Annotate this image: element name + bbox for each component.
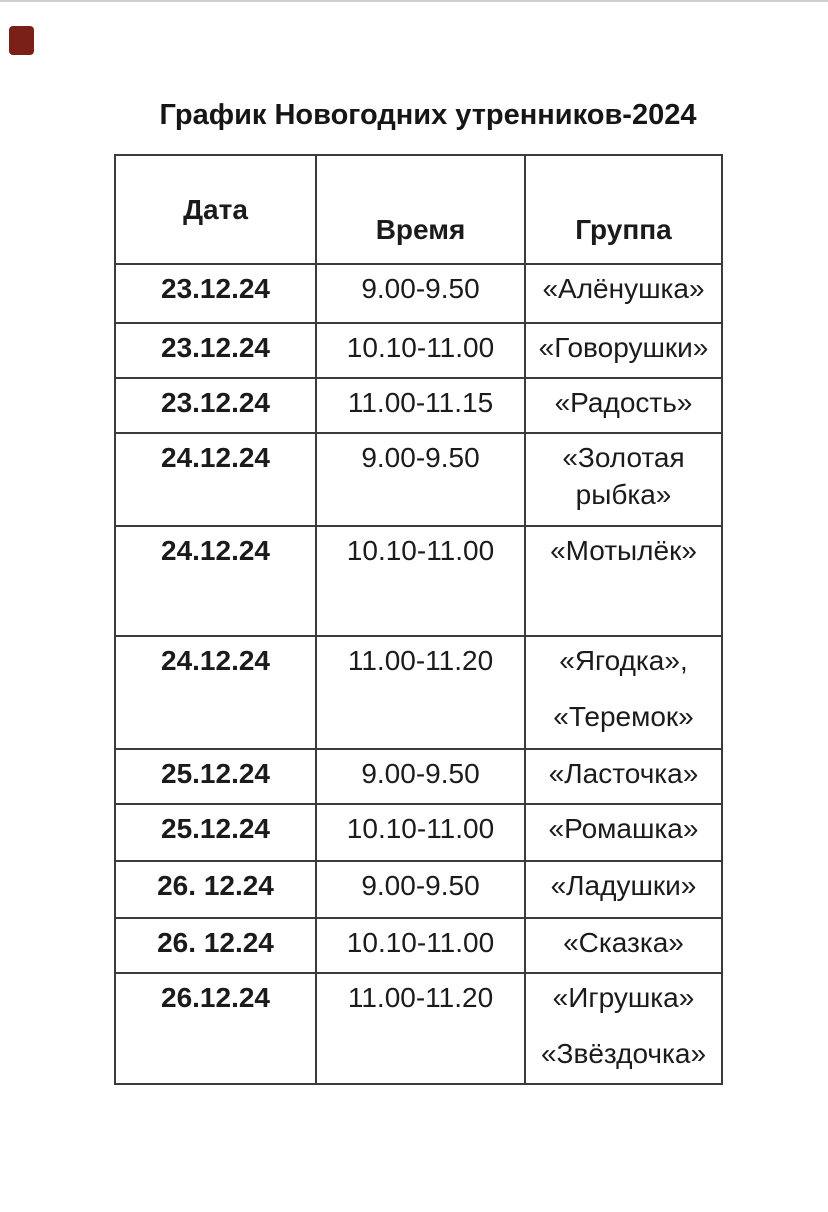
time-cell: 11.00-11.20	[316, 973, 525, 1084]
group-cell	[525, 264, 722, 323]
time-cell: 9.00-9.50	[316, 749, 525, 804]
table-row	[115, 804, 722, 861]
group-cell	[525, 636, 722, 749]
date-cell: 23.12.24	[115, 378, 316, 433]
date-cell: 26. 12.24	[115, 918, 316, 973]
group-name: «Сказка»	[563, 927, 684, 958]
date-cell: 24.12.24	[115, 526, 316, 636]
date-cell: 23.12.24	[115, 264, 316, 323]
group-name: «Ладушки»	[550, 870, 697, 901]
time-cell: 9.00-9.50	[316, 433, 525, 526]
group-name: «Звёздочка»	[540, 1038, 707, 1069]
top-edge-line	[0, 0, 828, 2]
table-row	[115, 636, 722, 749]
date-cell: 24.12.24	[115, 636, 316, 749]
date-cell: 25.12.24	[115, 749, 316, 804]
group-cell	[525, 861, 722, 918]
table-row	[115, 973, 722, 1084]
group-name: «Радость»	[554, 387, 693, 418]
date-cell: 24.12.24	[115, 433, 316, 526]
time-cell: 10.10-11.00	[316, 918, 525, 973]
column-header-date: Дата	[115, 155, 316, 264]
group-cell	[525, 378, 722, 433]
group-name: рыбка»	[575, 479, 672, 510]
table-row	[115, 323, 722, 378]
group-name: «Игрушка»	[552, 982, 695, 1013]
table-row	[115, 433, 722, 526]
table-row	[115, 378, 722, 433]
group-cell	[525, 804, 722, 861]
date-cell: 23.12.24	[115, 323, 316, 378]
group-cell	[525, 323, 722, 378]
time-cell: 10.10-11.00	[316, 804, 525, 861]
time-cell: 11.00-11.20	[316, 636, 525, 749]
date-cell: 26.12.24	[115, 973, 316, 1084]
table-row	[115, 264, 722, 323]
group-cell	[525, 918, 722, 973]
date-cell: 25.12.24	[115, 804, 316, 861]
group-name: «Говорушки»	[538, 332, 709, 363]
page-title: График Новогодних утренников-2024	[159, 99, 697, 131]
time-cell: 10.10-11.00	[316, 323, 525, 378]
group-name: «Ягодка»,	[559, 645, 688, 676]
group-name: «Ласточка»	[548, 758, 699, 789]
group-name: «Золотая	[562, 442, 685, 473]
table-row	[115, 861, 722, 918]
corner-red-mark	[9, 26, 34, 55]
time-cell: 11.00-11.15	[316, 378, 525, 433]
group-name: «Алёнушка»	[542, 273, 705, 304]
time-cell: 10.10-11.00	[316, 526, 525, 636]
group-name: «Мотылёк»	[550, 535, 697, 566]
table-row	[115, 749, 722, 804]
table-row	[115, 918, 722, 973]
schedule-table	[114, 154, 723, 1085]
column-header-time: Время	[316, 155, 525, 264]
group-name: «Ромашка»	[548, 813, 699, 844]
group-name: «Теремок»	[553, 701, 694, 732]
table-header-row	[115, 155, 722, 264]
column-header-group: Группа	[525, 155, 722, 264]
group-cell	[525, 433, 722, 526]
time-cell: 9.00-9.50	[316, 264, 525, 323]
group-cell	[525, 973, 722, 1084]
table-row	[115, 526, 722, 636]
date-cell: 26. 12.24	[115, 861, 316, 918]
group-cell	[525, 526, 722, 636]
time-cell: 9.00-9.50	[316, 861, 525, 918]
group-cell	[525, 749, 722, 804]
